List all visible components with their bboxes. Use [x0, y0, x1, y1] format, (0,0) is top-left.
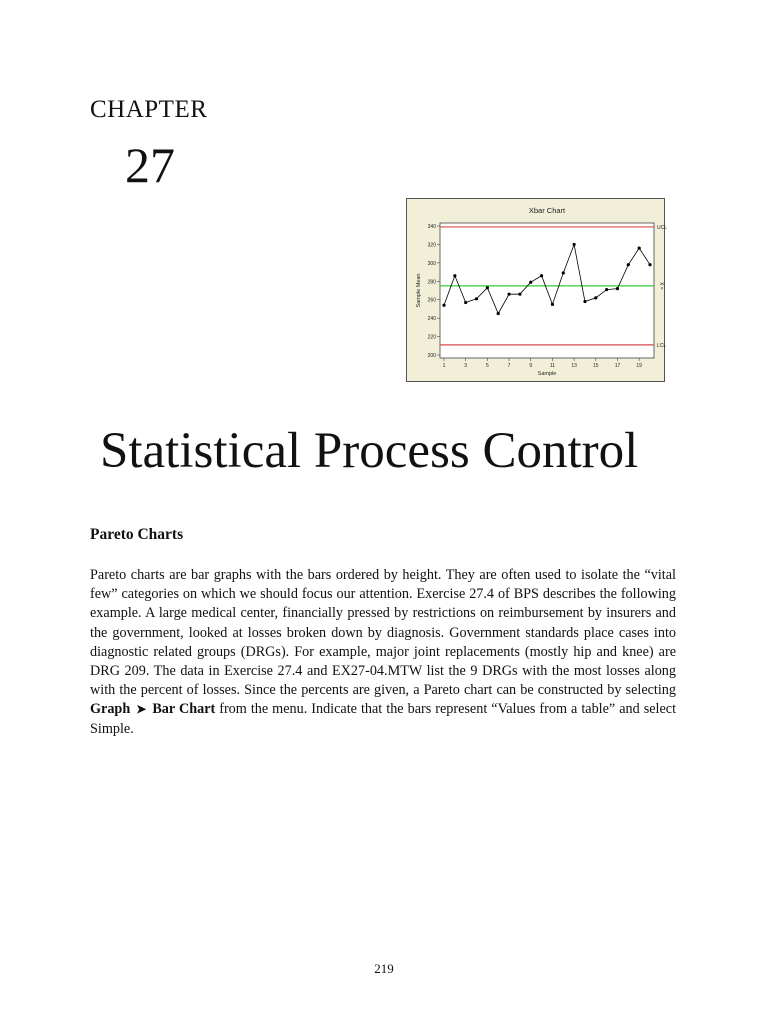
y-tick-label: 260 [427, 297, 436, 304]
y-tick-label: 220 [427, 334, 436, 341]
x-tick-label: 3 [464, 363, 468, 369]
menu-arrow-icon: ➤ [136, 702, 147, 717]
y-axis-label: Sample Mean [416, 273, 422, 308]
x-tick-label: 19 [636, 363, 642, 369]
body-paragraph [90, 566, 676, 739]
center-line-label: X̄ = [658, 282, 664, 290]
data-point [562, 271, 565, 274]
y-tick-label: 340 [427, 224, 436, 230]
data-point [475, 297, 478, 300]
data-point [627, 263, 630, 266]
data-point [507, 293, 510, 296]
data-point [442, 304, 445, 307]
xbar-chart-svg [407, 199, 668, 381]
chapter-number: 27 [125, 137, 175, 193]
data-point [583, 300, 586, 303]
y-tick-label: 320 [427, 242, 436, 249]
data-point [605, 288, 608, 291]
data-point [540, 274, 543, 277]
data-point [648, 263, 651, 266]
page-title: Statistical Process Control [100, 423, 639, 479]
data-point [486, 286, 489, 289]
data-point [497, 312, 500, 315]
section-heading: Pareto Charts [90, 526, 184, 543]
x-tick-label: 1 [442, 363, 446, 369]
data-point [453, 274, 456, 277]
x-tick-label: 17 [614, 363, 621, 369]
body-text-2: from the menu. Indicate that the bars represent “Values from a table” and select Simple. [90, 701, 677, 737]
xbar-chart [406, 198, 668, 382]
x-tick-label: 13 [571, 363, 577, 369]
lcl-label: LCL [657, 342, 667, 349]
data-point [464, 301, 467, 304]
data-point [518, 293, 521, 296]
page-number: 219 [374, 961, 394, 976]
body-text-1: Pareto charts are bar graphs with the bars ordered by height. They are often used to isolate the “vital few” categories on which we should focus our attention. Exercise 27.4 of BPS describes the following example. A large medical center, financially pressed by restrictions on reimbursement by insurers and the government, looked at losses broken down by diagnosis. Government standards place cases into diagnostic related groups (DRGs). For example, major joint replacements (mostly hip and knee) are DRG 209. The data in Exercise 27.4 and EX27-04.MTW list the 9 DRGs with the most losses along with the percent of losses. Since the percents are given, a Pareto chart can be constructed by selecting [90, 567, 676, 699]
chapter-label: CHAPTER [90, 96, 208, 123]
x-tick-label: 5 [485, 363, 489, 369]
chart-title: Xbar Chart [528, 206, 566, 215]
y-tick-label: 240 [427, 316, 436, 323]
menu-path-bar-chart: Bar Chart [152, 701, 216, 718]
data-point [594, 296, 597, 299]
ucl-label: UCL [657, 224, 668, 231]
data-point [551, 303, 554, 306]
x-axis-label: Sample [537, 371, 557, 377]
data-point [573, 243, 576, 246]
data-point [616, 287, 619, 290]
x-tick-label: 7 [507, 363, 511, 369]
y-tick-label: 300 [427, 260, 436, 267]
x-tick-label: 9 [529, 363, 533, 369]
menu-path-graph: Graph [90, 701, 131, 718]
y-tick-label: 200 [427, 353, 436, 359]
x-tick-label: 15 [593, 363, 599, 369]
data-point [638, 247, 641, 250]
y-tick-label: 280 [427, 279, 436, 286]
data-point [529, 281, 532, 284]
x-tick-label: 11 [549, 363, 556, 369]
